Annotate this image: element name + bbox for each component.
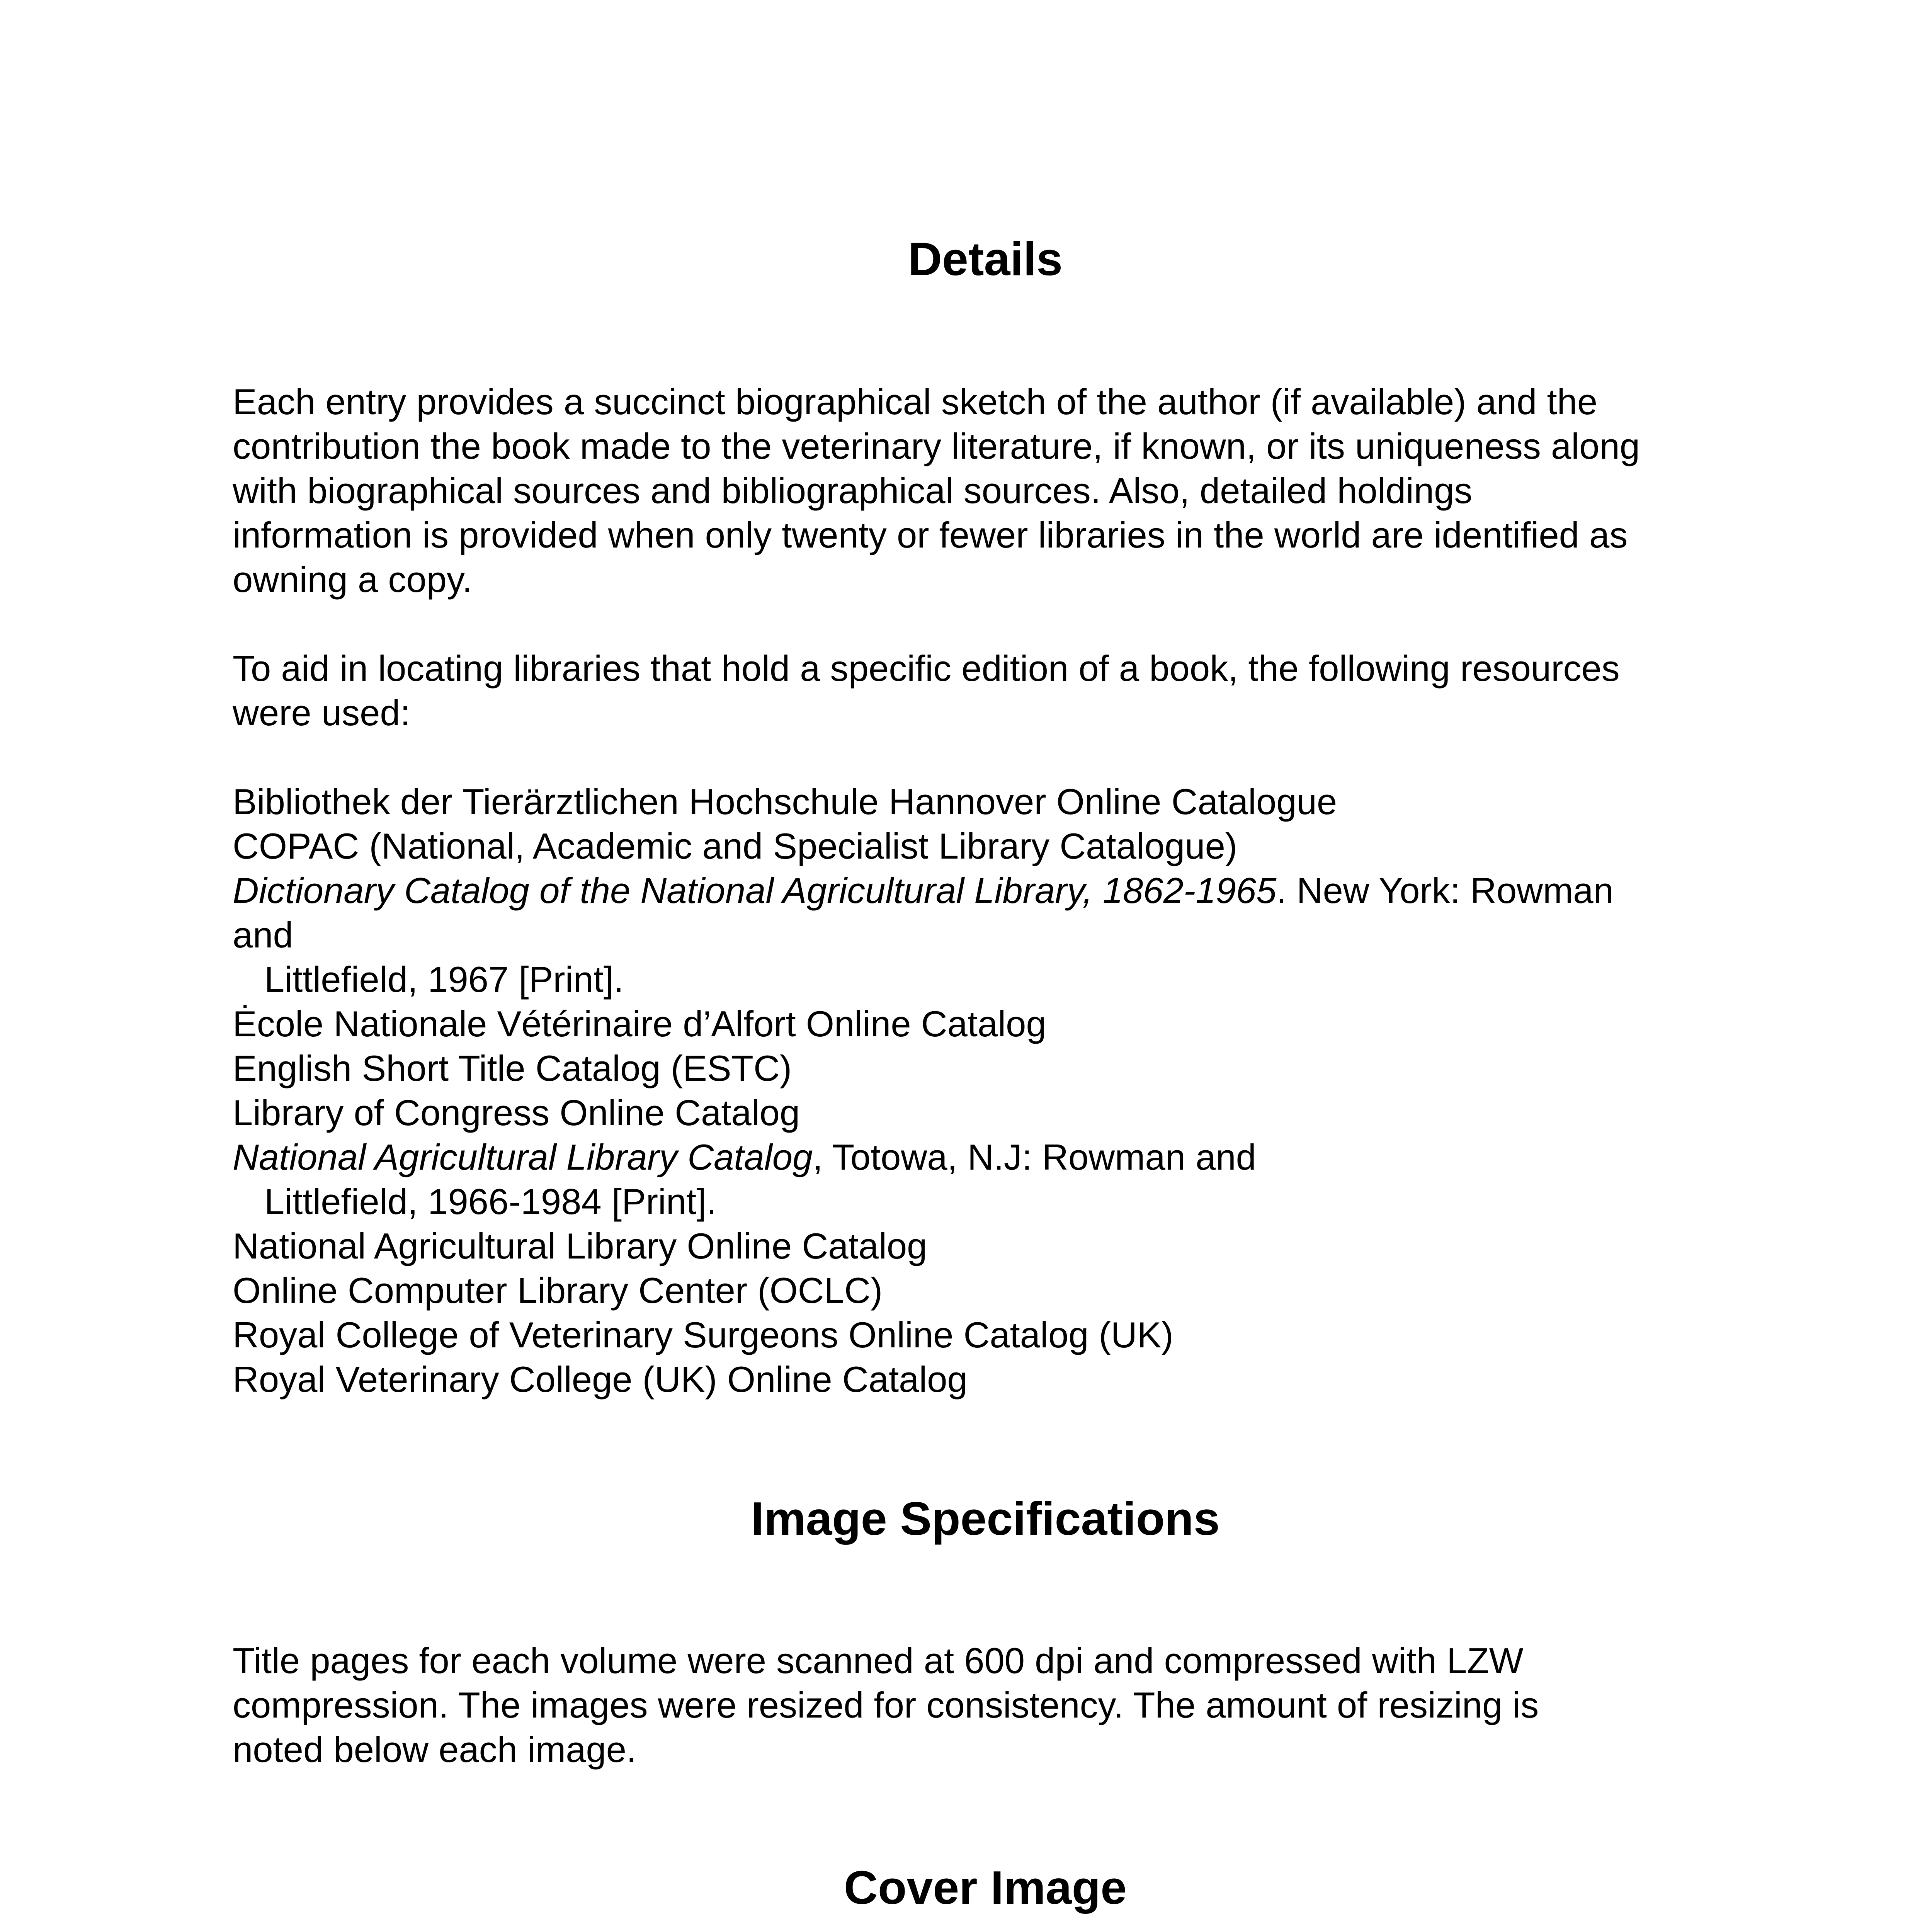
resource-item (233, 868, 1778, 913)
resource-item: Ėcole Nationale Vétérinaire d’Alfort Online Catalog (233, 1003, 1046, 1044)
image-specifications-line: Title pages for each volume were scanned at 600 dpi and compressed with LZW (233, 1640, 1524, 1681)
resource-item: Bibliothek der Tierärztlichen Hochschule Hannover Online Catalogue (233, 781, 1337, 822)
details-paragraph-1-line: owning a copy. (233, 559, 473, 600)
details-paragraph-1 (233, 379, 1778, 602)
resource-item: Royal Veterinary College (UK) Online Catalog (233, 1359, 968, 1400)
resource-item-continuation: and (233, 915, 293, 955)
resource-publisher: . New York: Rowman (1276, 870, 1614, 911)
resource-item (233, 1135, 1778, 1179)
details-paragraph-1-line: contribution the book made to the veterinary literature, if known, or its uniqueness along (233, 426, 1640, 466)
image-specifications-line: compression. The images were resized for consistency. The amount of resizing is (233, 1685, 1539, 1725)
resource-item: Royal College of Veterinary Surgeons Online Catalog (UK) (233, 1315, 1173, 1355)
resource-publisher: , Totowa, N.J: Rowman and (813, 1137, 1256, 1177)
resource-item: English Short Title Catalog (ESTC) (233, 1048, 792, 1088)
resource-list (233, 779, 1778, 1401)
details-paragraph-1-line: Each entry provides a succinct biographical sketch of the author (if available) and the (233, 381, 1598, 422)
details-paragraph-2-line: were used: (233, 692, 410, 733)
resource-title-italic: National Agricultural Library Catalog (233, 1137, 813, 1177)
resource-title-italic: Dictionary Catalog of the National Agricultural Library, 1862-1965 (233, 870, 1277, 911)
resource-item-continuation: Littlefield, 1967 [Print]. (264, 959, 624, 1000)
details-paragraph-2 (233, 646, 1778, 735)
image-specifications-paragraph (233, 1638, 1778, 1772)
details-paragraph-1-line: with biographical sources and bibliographical sources. Also, detailed holdings (233, 470, 1473, 511)
resource-item: Online Computer Library Center (OCLC) (233, 1270, 883, 1311)
resource-item: National Agricultural Library Online Catalog (233, 1226, 927, 1266)
details-paragraph-2-line: To aid in locating libraries that hold a specific edition of a book, the following resources (233, 648, 1620, 689)
details-heading: Details (908, 233, 1063, 285)
resource-item: COPAC (National, Academic and Specialist Library Catalogue) (233, 826, 1238, 866)
cover-image-heading: Cover Image (844, 1861, 1127, 1914)
image-specifications-line: noted below each image. (233, 1729, 637, 1770)
resource-item: Library of Congress Online Catalog (233, 1092, 800, 1133)
details-paragraph-1-line: information is provided when only twenty or fewer libraries in the world are identified as (233, 515, 1628, 555)
resource-item-continuation: Littlefield, 1966-1984 [Print]. (264, 1181, 717, 1222)
image-specifications-heading: Image Specifications (751, 1492, 1220, 1545)
